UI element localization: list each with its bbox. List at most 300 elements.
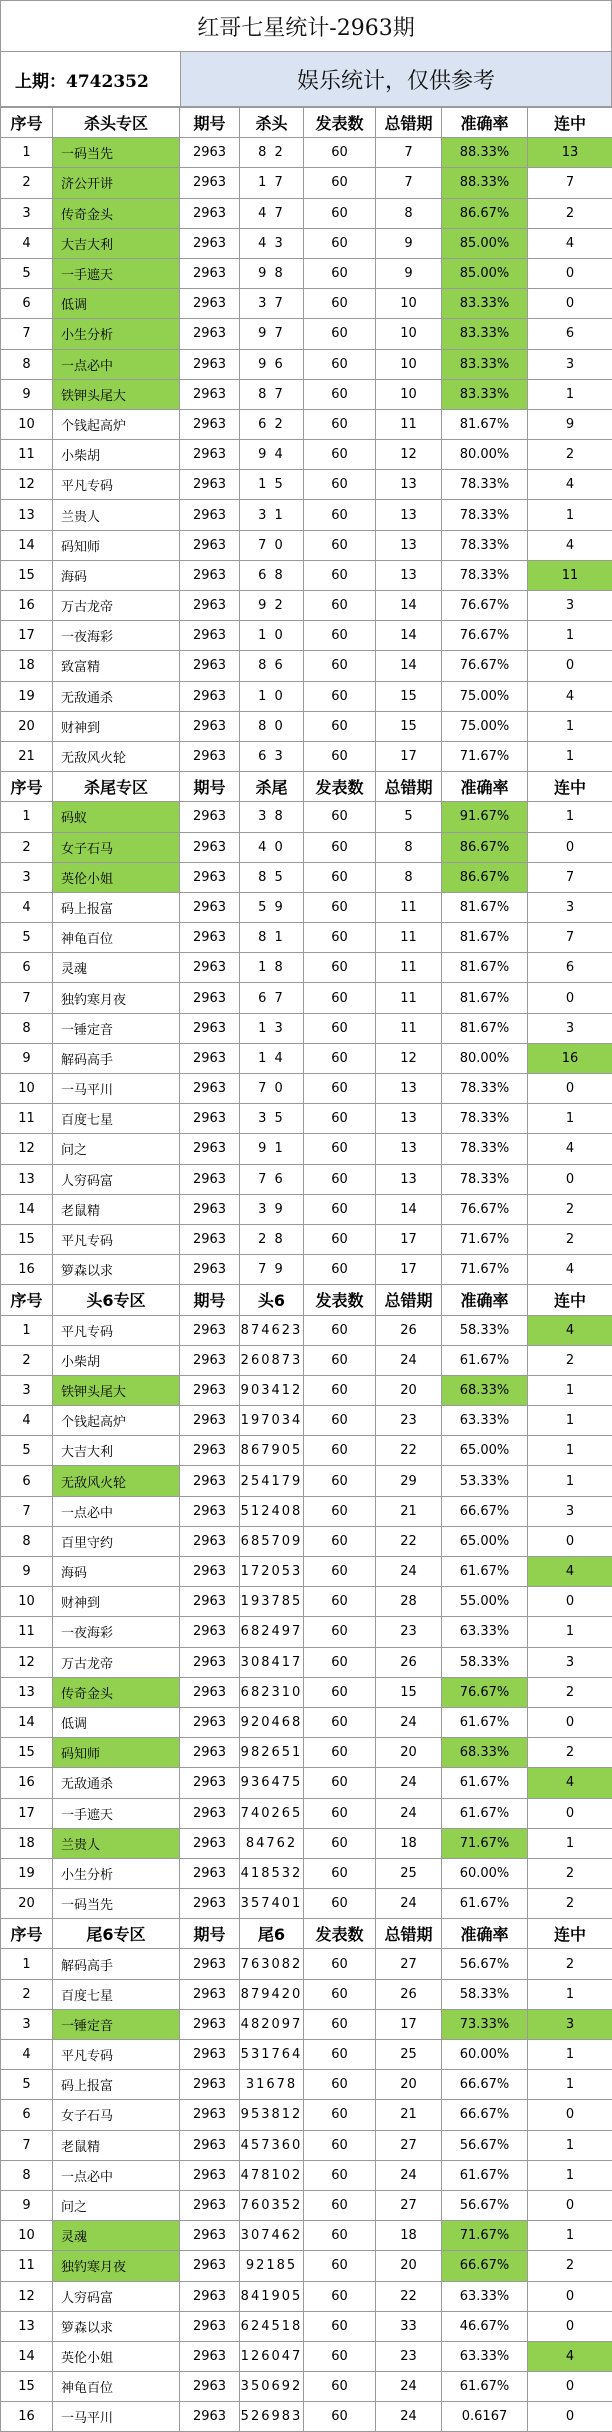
table-row: [1, 1134, 612, 1164]
table-row: [1, 2100, 612, 2130]
cell-misses: 21: [376, 1496, 442, 1526]
column-header-streak: 连中: [528, 1285, 612, 1315]
cell-streak: 2: [528, 440, 612, 470]
cell-misses: 10: [376, 349, 442, 379]
table-row: [1, 862, 612, 892]
cell-index: 20: [1, 1889, 53, 1919]
cell-published: 60: [304, 1466, 376, 1496]
cell-published: 60: [304, 1406, 376, 1436]
cell-name: 大吉大利: [53, 1436, 180, 1466]
cell-issue: 2963: [180, 1738, 240, 1768]
cell-published: 60: [304, 1677, 376, 1707]
table-row: [1, 168, 612, 198]
table-row: [1, 1043, 612, 1073]
cell-index: 9: [1, 2190, 53, 2220]
cell-issue: 2963: [180, 168, 240, 198]
cell-published: 60: [304, 651, 376, 681]
cell-name: 一手遮天: [53, 258, 180, 288]
cell-accuracy: 75.00%: [442, 711, 528, 741]
cell-code: 4 0: [240, 832, 304, 862]
cell-published: 60: [304, 892, 376, 922]
cell-name: 兰贵人: [53, 1828, 180, 1858]
cell-streak: 0: [528, 1587, 612, 1617]
cell-streak: 0: [528, 1164, 612, 1194]
cell-code: 7 9: [240, 1255, 304, 1285]
cell-index: 19: [1, 681, 53, 711]
cell-streak: 0: [528, 1798, 612, 1828]
cell-issue: 2963: [180, 1104, 240, 1134]
cell-name: 一码当先: [53, 1889, 180, 1919]
table-row: [1, 1738, 612, 1768]
cell-issue: 2963: [180, 1949, 240, 1979]
cell-accuracy: 88.33%: [442, 138, 528, 168]
cell-accuracy: 58.33%: [442, 1315, 528, 1345]
cell-index: 15: [1, 1738, 53, 1768]
cell-streak: 1: [528, 1617, 612, 1647]
cell-index: 1: [1, 802, 53, 832]
cell-code: 512408: [240, 1496, 304, 1526]
cell-index: 5: [1, 2070, 53, 2100]
cell-issue: 2963: [180, 1979, 240, 2009]
cell-streak: 6: [528, 319, 612, 349]
cell-name: 平凡专码: [53, 2040, 180, 2070]
cell-misses: 11: [376, 409, 442, 439]
cell-index: 13: [1, 1164, 53, 1194]
cell-published: 60: [304, 591, 376, 621]
cell-published: 60: [304, 1436, 376, 1466]
cell-code: 982651: [240, 1738, 304, 1768]
table-row: [1, 1768, 612, 1798]
cell-published: 60: [304, 198, 376, 228]
cell-issue: 2963: [180, 741, 240, 771]
cell-index: 20: [1, 711, 53, 741]
table-row: [1, 470, 612, 500]
table-row: [1, 1194, 612, 1224]
cell-accuracy: 88.33%: [442, 168, 528, 198]
cell-index: 19: [1, 1858, 53, 1888]
cell-code: 740265: [240, 1798, 304, 1828]
cell-code: 9 1: [240, 1134, 304, 1164]
cell-index: 17: [1, 1798, 53, 1828]
cell-accuracy: 63.33%: [442, 1617, 528, 1647]
cell-misses: 15: [376, 681, 442, 711]
cell-streak: 16: [528, 1043, 612, 1073]
cell-issue: 2963: [180, 2402, 240, 2432]
cell-code: 9 4: [240, 440, 304, 470]
cell-issue: 2963: [180, 1013, 240, 1043]
column-header-name: 尾6专区: [53, 1919, 180, 1949]
cell-misses: 18: [376, 2221, 442, 2251]
table-row: [1, 2281, 612, 2311]
table-row: [1, 1074, 612, 1104]
cell-index: 1: [1, 138, 53, 168]
cell-streak: 3: [528, 1496, 612, 1526]
cell-streak: 3: [528, 1013, 612, 1043]
cell-name: 神龟百位: [53, 923, 180, 953]
cell-index: 4: [1, 1406, 53, 1436]
cell-name: 英伦小姐: [53, 862, 180, 892]
cell-issue: 2963: [180, 1043, 240, 1073]
cell-misses: 25: [376, 1858, 442, 1888]
cell-issue: 2963: [180, 409, 240, 439]
cell-name: 平凡专码: [53, 1315, 180, 1345]
cell-misses: 33: [376, 2311, 442, 2341]
table-row: [1, 1164, 612, 1194]
cell-code: 936475: [240, 1768, 304, 1798]
cell-accuracy: 56.67%: [442, 2130, 528, 2160]
table-row: [1, 1828, 612, 1858]
cell-accuracy: 63.33%: [442, 1406, 528, 1436]
table-row: [1, 1557, 612, 1587]
cell-streak: 1: [528, 1104, 612, 1134]
table-row: [1, 2341, 612, 2371]
cell-misses: 24: [376, 1889, 442, 1919]
stats-table: [0, 107, 612, 2432]
column-header-streak: 连中: [528, 108, 612, 138]
column-header-published: 发表数: [304, 108, 376, 138]
cell-published: 60: [304, 1255, 376, 1285]
cell-issue: 2963: [180, 1224, 240, 1254]
cell-name: 老鼠精: [53, 1194, 180, 1224]
cell-streak: 0: [528, 2281, 612, 2311]
cell-accuracy: 73.33%: [442, 2009, 528, 2039]
cell-code: 9 8: [240, 258, 304, 288]
cell-issue: 2963: [180, 2040, 240, 2070]
table-row: [1, 1587, 612, 1617]
cell-index: 5: [1, 1436, 53, 1466]
cell-name: 一夜海彩: [53, 621, 180, 651]
cell-misses: 23: [376, 1617, 442, 1647]
cell-accuracy: 78.33%: [442, 1074, 528, 1104]
cell-published: 60: [304, 2130, 376, 2160]
column-header-accuracy: 准确率: [442, 1285, 528, 1315]
cell-misses: 24: [376, 2372, 442, 2402]
cell-code: 350692: [240, 2372, 304, 2402]
cell-code: 307462: [240, 2221, 304, 2251]
cell-accuracy: 65.00%: [442, 1526, 528, 1556]
table-row: [1, 802, 612, 832]
cell-name: 一点必中: [53, 1496, 180, 1526]
cell-streak: 9: [528, 409, 612, 439]
cell-issue: 2963: [180, 1557, 240, 1587]
cell-misses: 13: [376, 1104, 442, 1134]
cell-index: 7: [1, 983, 53, 1013]
cell-code: 8 5: [240, 862, 304, 892]
cell-streak: 0: [528, 2372, 612, 2402]
cell-name: 码上报富: [53, 892, 180, 922]
cell-accuracy: 86.67%: [442, 862, 528, 892]
cell-index: 3: [1, 1375, 53, 1405]
cell-streak: 4: [528, 1557, 612, 1587]
cell-issue: 2963: [180, 1647, 240, 1677]
cell-accuracy: 0.6167: [442, 2402, 528, 2432]
cell-issue: 2963: [180, 198, 240, 228]
cell-accuracy: 60.00%: [442, 1858, 528, 1888]
column-header-issue: 期号: [180, 1919, 240, 1949]
cell-misses: 13: [376, 1164, 442, 1194]
cell-index: 12: [1, 470, 53, 500]
cell-issue: 2963: [180, 1406, 240, 1436]
cell-issue: 2963: [180, 1164, 240, 1194]
table-row: [1, 2190, 612, 2220]
cell-misses: 13: [376, 470, 442, 500]
cell-code: 197034: [240, 1406, 304, 1436]
cell-misses: 13: [376, 1134, 442, 1164]
cell-issue: 2963: [180, 470, 240, 500]
cell-accuracy: 61.67%: [442, 1798, 528, 1828]
cell-published: 60: [304, 1828, 376, 1858]
cell-misses: 10: [376, 319, 442, 349]
cell-issue: 2963: [180, 2190, 240, 2220]
cell-accuracy: 56.67%: [442, 2190, 528, 2220]
cell-issue: 2963: [180, 1194, 240, 1224]
cell-index: 12: [1, 1134, 53, 1164]
cell-index: 10: [1, 409, 53, 439]
cell-accuracy: 53.33%: [442, 1466, 528, 1496]
cell-name: 致富精: [53, 651, 180, 681]
cell-code: 3 7: [240, 289, 304, 319]
cell-issue: 2963: [180, 2311, 240, 2341]
cell-code: 254179: [240, 1466, 304, 1496]
cell-misses: 11: [376, 1013, 442, 1043]
cell-issue: 2963: [180, 319, 240, 349]
table-row: [1, 1979, 612, 2009]
cell-accuracy: 66.67%: [442, 2070, 528, 2100]
cell-name: 一手遮天: [53, 1798, 180, 1828]
cell-issue: 2963: [180, 349, 240, 379]
column-header-index: 序号: [1, 1285, 53, 1315]
cell-issue: 2963: [180, 1375, 240, 1405]
cell-accuracy: 46.67%: [442, 2311, 528, 2341]
cell-issue: 2963: [180, 1526, 240, 1556]
cell-published: 60: [304, 862, 376, 892]
table-row: [1, 651, 612, 681]
cell-misses: 22: [376, 2281, 442, 2311]
cell-index: 12: [1, 1647, 53, 1677]
cell-streak: 2: [528, 1949, 612, 1979]
cell-accuracy: 71.67%: [442, 2221, 528, 2251]
cell-name: 财神到: [53, 1587, 180, 1617]
cell-misses: 18: [376, 1828, 442, 1858]
section-header-row: [1, 1285, 612, 1315]
column-header-misses: 总错期: [376, 1919, 442, 1949]
table-row: [1, 2221, 612, 2251]
cell-published: 60: [304, 530, 376, 560]
cell-issue: 2963: [180, 832, 240, 862]
cell-accuracy: 76.67%: [442, 1677, 528, 1707]
cell-published: 60: [304, 1979, 376, 2009]
last-draw-label: 上期：4742352: [1, 52, 181, 106]
cell-code: 6 7: [240, 983, 304, 1013]
cell-published: 60: [304, 2190, 376, 2220]
cell-streak: 1: [528, 1436, 612, 1466]
cell-index: 9: [1, 379, 53, 409]
cell-code: 172053: [240, 1557, 304, 1587]
cell-published: 60: [304, 1134, 376, 1164]
section-header-row: [1, 772, 612, 802]
cell-streak: 2: [528, 1858, 612, 1888]
cell-name: 码蚁: [53, 802, 180, 832]
cell-misses: 24: [376, 1707, 442, 1737]
cell-name: 个钱起高炉: [53, 1406, 180, 1436]
cell-published: 60: [304, 168, 376, 198]
table-row: [1, 1526, 612, 1556]
cell-misses: 22: [376, 1526, 442, 1556]
table-row: [1, 1647, 612, 1677]
cell-published: 60: [304, 923, 376, 953]
cell-name: 传奇金头: [53, 1677, 180, 1707]
cell-issue: 2963: [180, 681, 240, 711]
cell-accuracy: 65.00%: [442, 1436, 528, 1466]
cell-accuracy: 83.33%: [442, 379, 528, 409]
cell-name: 一夜海彩: [53, 1617, 180, 1647]
cell-code: 8 0: [240, 711, 304, 741]
cell-streak: 1: [528, 2221, 612, 2251]
cell-index: 3: [1, 198, 53, 228]
cell-accuracy: 78.33%: [442, 1164, 528, 1194]
cell-name: 海码: [53, 560, 180, 590]
cell-name: 灵魂: [53, 2221, 180, 2251]
cell-streak: 0: [528, 289, 612, 319]
cell-code: 31678: [240, 2070, 304, 2100]
cell-published: 60: [304, 2372, 376, 2402]
table-row: [1, 409, 612, 439]
cell-issue: 2963: [180, 2341, 240, 2371]
cell-code: 9 7: [240, 319, 304, 349]
cell-name: 低调: [53, 289, 180, 319]
cell-streak: 3: [528, 2009, 612, 2039]
cell-code: 8 1: [240, 923, 304, 953]
cell-index: 14: [1, 530, 53, 560]
cell-name: 独钓寒月夜: [53, 2251, 180, 2281]
cell-streak: 1: [528, 1406, 612, 1436]
column-header-issue: 期号: [180, 108, 240, 138]
cell-misses: 13: [376, 560, 442, 590]
cell-published: 60: [304, 2040, 376, 2070]
table-row: [1, 1889, 612, 1919]
cell-code: 1 0: [240, 621, 304, 651]
cell-name: 女子石马: [53, 2100, 180, 2130]
cell-name: 问之: [53, 1134, 180, 1164]
cell-code: 7 6: [240, 1164, 304, 1194]
table-row: [1, 1406, 612, 1436]
cell-accuracy: 78.33%: [442, 560, 528, 590]
column-header-issue: 期号: [180, 772, 240, 802]
cell-misses: 23: [376, 1406, 442, 1436]
cell-code: 624518: [240, 2311, 304, 2341]
cell-misses: 26: [376, 1647, 442, 1677]
cell-misses: 17: [376, 1255, 442, 1285]
cell-name: 人穷码富: [53, 1164, 180, 1194]
cell-misses: 29: [376, 1466, 442, 1496]
cell-misses: 27: [376, 2190, 442, 2220]
cell-code: 1 5: [240, 470, 304, 500]
cell-code: 3 9: [240, 1194, 304, 1224]
cell-name: 神龟百位: [53, 2372, 180, 2402]
cell-misses: 14: [376, 651, 442, 681]
cell-issue: 2963: [180, 711, 240, 741]
cell-index: 10: [1, 2221, 53, 2251]
cell-code: 903412: [240, 1375, 304, 1405]
cell-accuracy: 78.33%: [442, 1104, 528, 1134]
column-header-accuracy: 准确率: [442, 108, 528, 138]
cell-published: 60: [304, 1164, 376, 1194]
cell-streak: 2: [528, 1738, 612, 1768]
cell-index: 2: [1, 168, 53, 198]
cell-misses: 24: [376, 1345, 442, 1375]
cell-streak: 1: [528, 1375, 612, 1405]
cell-misses: 20: [376, 1375, 442, 1405]
table-row: [1, 2251, 612, 2281]
cell-name: 英伦小姐: [53, 2341, 180, 2371]
cell-accuracy: 76.67%: [442, 651, 528, 681]
cell-published: 60: [304, 2311, 376, 2341]
cell-streak: 4: [528, 1315, 612, 1345]
cell-streak: 0: [528, 2190, 612, 2220]
cell-published: 60: [304, 228, 376, 258]
cell-index: 6: [1, 1466, 53, 1496]
cell-published: 60: [304, 2341, 376, 2371]
cell-name: 兰贵人: [53, 500, 180, 530]
cell-issue: 2963: [180, 1768, 240, 1798]
cell-index: 12: [1, 2281, 53, 2311]
cell-code: 7 0: [240, 1074, 304, 1104]
cell-streak: 1: [528, 500, 612, 530]
cell-accuracy: 78.33%: [442, 500, 528, 530]
table-row: [1, 289, 612, 319]
cell-issue: 2963: [180, 1707, 240, 1737]
column-header-name: 杀尾专区: [53, 772, 180, 802]
cell-misses: 5: [376, 802, 442, 832]
cell-code: 685709: [240, 1526, 304, 1556]
table-row: [1, 2040, 612, 2070]
cell-code: 92185: [240, 2251, 304, 2281]
cell-name: 万古龙帝: [53, 1647, 180, 1677]
cell-accuracy: 78.33%: [442, 530, 528, 560]
cell-streak: 1: [528, 711, 612, 741]
cell-issue: 2963: [180, 440, 240, 470]
cell-name: 一码当先: [53, 138, 180, 168]
cell-streak: 7: [528, 168, 612, 198]
cell-name: 独钓寒月夜: [53, 983, 180, 1013]
cell-published: 60: [304, 621, 376, 651]
cell-streak: 1: [528, 1466, 612, 1496]
cell-issue: 2963: [180, 892, 240, 922]
cell-accuracy: 78.33%: [442, 470, 528, 500]
cell-published: 60: [304, 1949, 376, 1979]
cell-streak: 3: [528, 591, 612, 621]
cell-streak: 7: [528, 923, 612, 953]
cell-issue: 2963: [180, 983, 240, 1013]
cell-published: 60: [304, 2009, 376, 2039]
cell-misses: 20: [376, 2251, 442, 2281]
cell-index: 8: [1, 1526, 53, 1556]
cell-issue: 2963: [180, 289, 240, 319]
cell-published: 60: [304, 1768, 376, 1798]
cell-streak: 4: [528, 470, 612, 500]
cell-name: 低调: [53, 1707, 180, 1737]
cell-name: 解码高手: [53, 1043, 180, 1073]
cell-misses: 23: [376, 2341, 442, 2371]
cell-name: 箩森以求: [53, 1255, 180, 1285]
cell-index: 11: [1, 1617, 53, 1647]
cell-published: 60: [304, 1224, 376, 1254]
table-row: [1, 228, 612, 258]
cell-issue: 2963: [180, 2251, 240, 2281]
table-row: [1, 1013, 612, 1043]
cell-misses: 11: [376, 953, 442, 983]
cell-streak: 0: [528, 651, 612, 681]
